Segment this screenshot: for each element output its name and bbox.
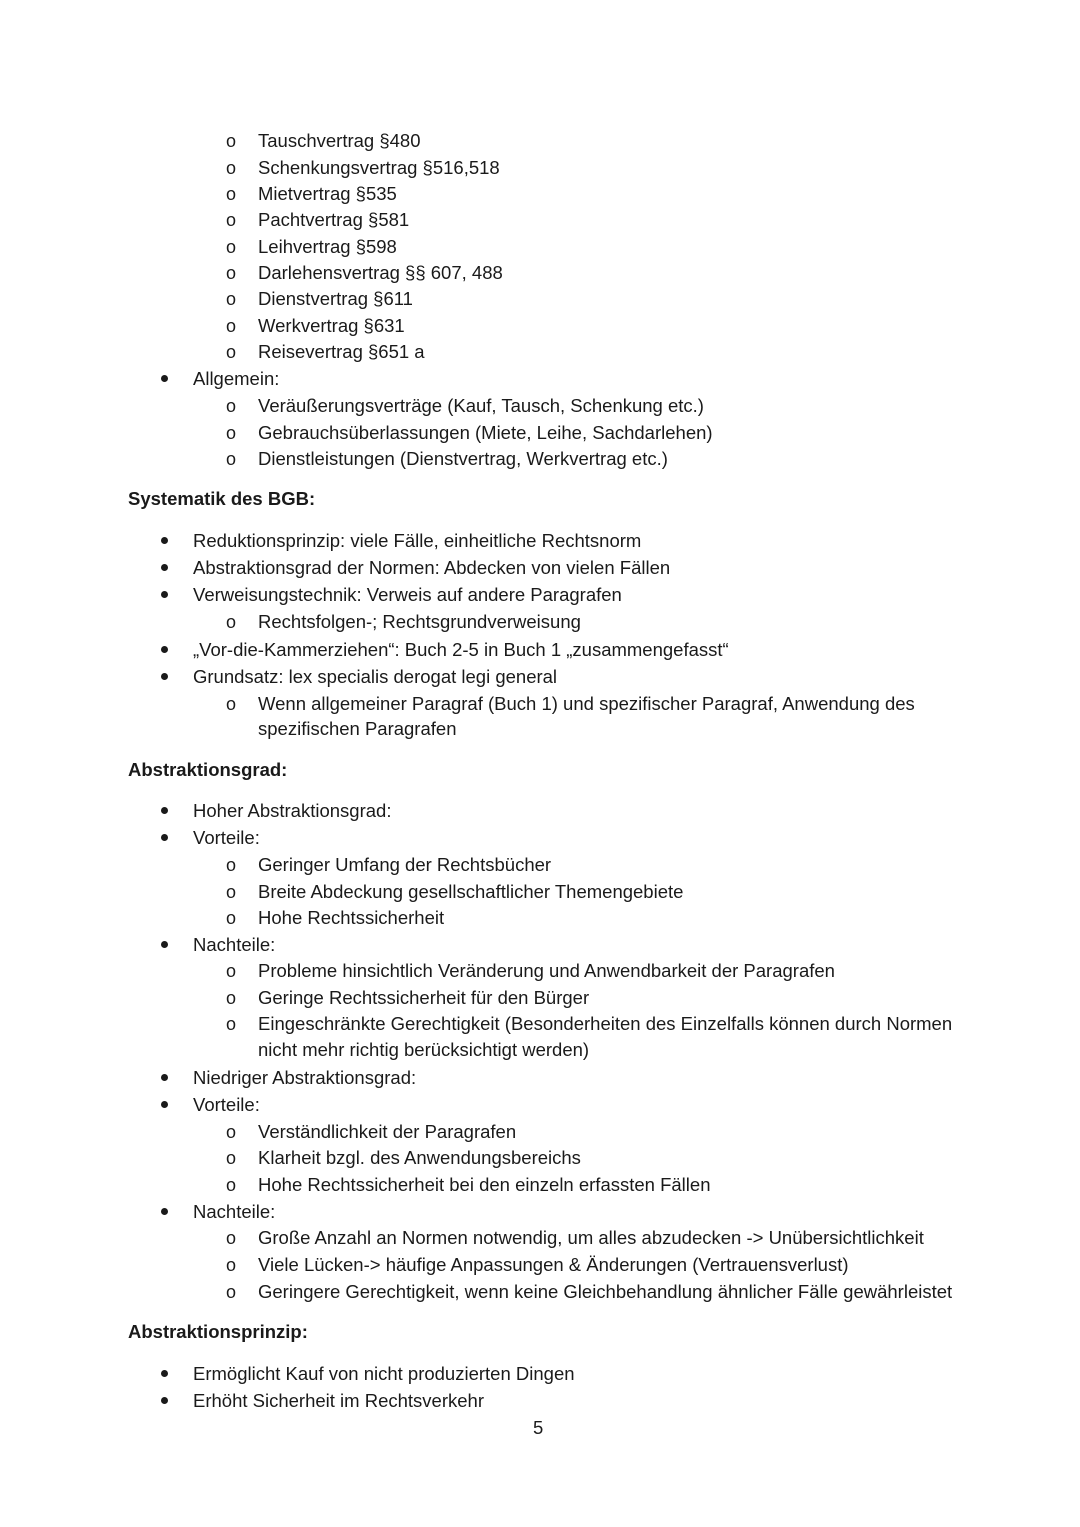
list-item: Probleme hinsichtlich Veränderung und Anwendbarkeit der Paragrafen xyxy=(258,960,835,981)
circle-bullet-icon: o xyxy=(226,988,237,1008)
list-item-continuation: spezifischen Paragrafen xyxy=(258,718,457,739)
circle-bullet-icon: o xyxy=(226,855,237,875)
list-item: Mietvertrag §535 xyxy=(258,183,397,204)
circle-bullet-icon: o xyxy=(226,1014,237,1034)
list-item-continuation: nicht mehr richtig berücksichtigt werden) xyxy=(258,1039,590,1060)
circle-bullet-icon: o xyxy=(226,908,237,928)
bullet-icon xyxy=(161,564,168,571)
list-item: Reisevertrag §651 a xyxy=(258,341,425,362)
list-item: „Vor-die-Kammerziehen“: Buch 2-5 in Buch 1 „zusammengefasst“ xyxy=(193,639,729,660)
list-item: Erhöht Sicherheit im Rechtsverkehr xyxy=(193,1390,484,1411)
list-item: Geringe Rechtssicherheit für den Bürger xyxy=(258,987,590,1008)
bullet-icon xyxy=(161,375,168,382)
list-item: Pachtvertrag §581 xyxy=(258,209,410,230)
section-heading: Systematik des BGB: xyxy=(128,488,316,509)
bullet-icon xyxy=(161,807,168,814)
section-heading: Abstraktionsprinzip: xyxy=(128,1321,308,1342)
bullet-icon xyxy=(161,1074,168,1081)
list-item: Große Anzahl an Normen notwendig, um alles abzudecken -> Unübersichtlichkeit xyxy=(258,1227,924,1248)
list-item: Werkvertrag §631 xyxy=(258,315,405,336)
list-item: Geringer Umfang der Rechtsbücher xyxy=(258,854,552,875)
list-item: Leihvertrag §598 xyxy=(258,236,397,257)
list-item: Nachteile: xyxy=(193,934,276,955)
bullet-icon xyxy=(161,1397,168,1404)
list-item: Allgemein: xyxy=(193,368,280,389)
circle-bullet-icon: o xyxy=(226,210,237,230)
circle-bullet-icon: o xyxy=(226,237,237,257)
circle-bullet-icon: o xyxy=(226,396,237,416)
list-item: Abstraktionsgrad der Normen: Abdecken von vielen Fällen xyxy=(193,557,671,578)
circle-bullet-icon: o xyxy=(226,423,237,443)
list-item: Hohe Rechtssicherheit bei den einzeln erfassten Fällen xyxy=(258,1174,711,1195)
list-item: Veräußerungsverträge (Kauf, Tausch, Schenkung etc.) xyxy=(258,395,704,416)
list-item: Verweisungstechnik: Verweis auf andere Paragrafen xyxy=(193,584,622,605)
circle-bullet-icon: o xyxy=(226,1255,237,1275)
list-item: Grundsatz: lex specialis derogat legi general xyxy=(193,666,558,687)
bullet-icon xyxy=(161,537,168,544)
circle-bullet-icon: o xyxy=(226,184,237,204)
list-item: Dienstvertrag §611 xyxy=(258,288,413,309)
list-item: Nachteile: xyxy=(193,1201,276,1222)
circle-bullet-icon: o xyxy=(226,316,237,336)
list-item: Niedriger Abstraktionsgrad: xyxy=(193,1067,417,1088)
bullet-icon xyxy=(161,834,168,841)
circle-bullet-icon: o xyxy=(226,612,237,632)
bullet-icon xyxy=(161,646,168,653)
circle-bullet-icon: o xyxy=(226,158,237,178)
circle-bullet-icon: o xyxy=(226,263,237,283)
circle-bullet-icon: o xyxy=(226,882,237,902)
list-item: Dienstleistungen (Dienstvertrag, Werkvertrag etc.) xyxy=(258,448,668,469)
list-item: Vorteile: xyxy=(193,1094,260,1115)
list-item: Hoher Abstraktionsgrad: xyxy=(193,800,392,821)
circle-bullet-icon: o xyxy=(226,1122,237,1142)
circle-bullet-icon: o xyxy=(226,694,237,714)
circle-bullet-icon: o xyxy=(226,1282,237,1302)
bullet-icon xyxy=(161,1208,168,1215)
section-heading: Abstraktionsgrad: xyxy=(128,759,288,780)
circle-bullet-icon: o xyxy=(226,961,237,981)
list-item: Hohe Rechtssicherheit xyxy=(258,907,445,928)
list-item: Gebrauchsüberlassungen (Miete, Leihe, Sachdarlehen) xyxy=(258,422,713,443)
list-item: Vorteile: xyxy=(193,827,260,848)
circle-bullet-icon: o xyxy=(226,289,237,309)
list-item: Eingeschränkte Gerechtigkeit (Besonderheiten des Einzelfalls können durch Normen xyxy=(258,1013,953,1034)
circle-bullet-icon: o xyxy=(226,1148,237,1168)
circle-bullet-icon: o xyxy=(226,131,237,151)
bullet-icon xyxy=(161,941,168,948)
bullet-icon xyxy=(161,1101,168,1108)
bullet-icon xyxy=(161,1370,168,1377)
circle-bullet-icon: o xyxy=(226,1228,237,1248)
circle-bullet-icon: o xyxy=(226,342,237,362)
bullet-icon xyxy=(161,591,168,598)
list-item: Schenkungsvertrag §516,518 xyxy=(258,157,500,178)
circle-bullet-icon: o xyxy=(226,449,237,469)
list-item: Verständlichkeit der Paragrafen xyxy=(258,1121,517,1142)
bullet-icon xyxy=(161,673,168,680)
list-item: Darlehensvertrag §§ 607, 488 xyxy=(258,262,503,283)
list-item: Tauschvertrag §480 xyxy=(258,130,421,151)
circle-bullet-icon: o xyxy=(226,1175,237,1195)
list-item: Wenn allgemeiner Paragraf (Buch 1) und spezifischer Paragraf, Anwendung des xyxy=(258,693,915,714)
list-item: Geringere Gerechtigkeit, wenn keine Gleichbehandlung ähnlicher Fälle gewährleistet xyxy=(258,1281,953,1302)
list-item: Reduktionsprinzip: viele Fälle, einheitliche Rechtsnorm xyxy=(193,530,642,551)
page-number: 5 xyxy=(533,1417,544,1438)
list-item: Klarheit bzgl. des Anwendungsbereichs xyxy=(258,1147,581,1168)
list-item: Rechtsfolgen-; Rechtsgrundverweisung xyxy=(258,611,581,632)
list-item: Breite Abdeckung gesellschaftlicher Themengebiete xyxy=(258,881,684,902)
list-item: Viele Lücken-> häufige Anpassungen & Änderungen (Vertrauensverlust) xyxy=(258,1254,849,1275)
list-item: Ermöglicht Kauf von nicht produzierten Dingen xyxy=(193,1363,575,1384)
